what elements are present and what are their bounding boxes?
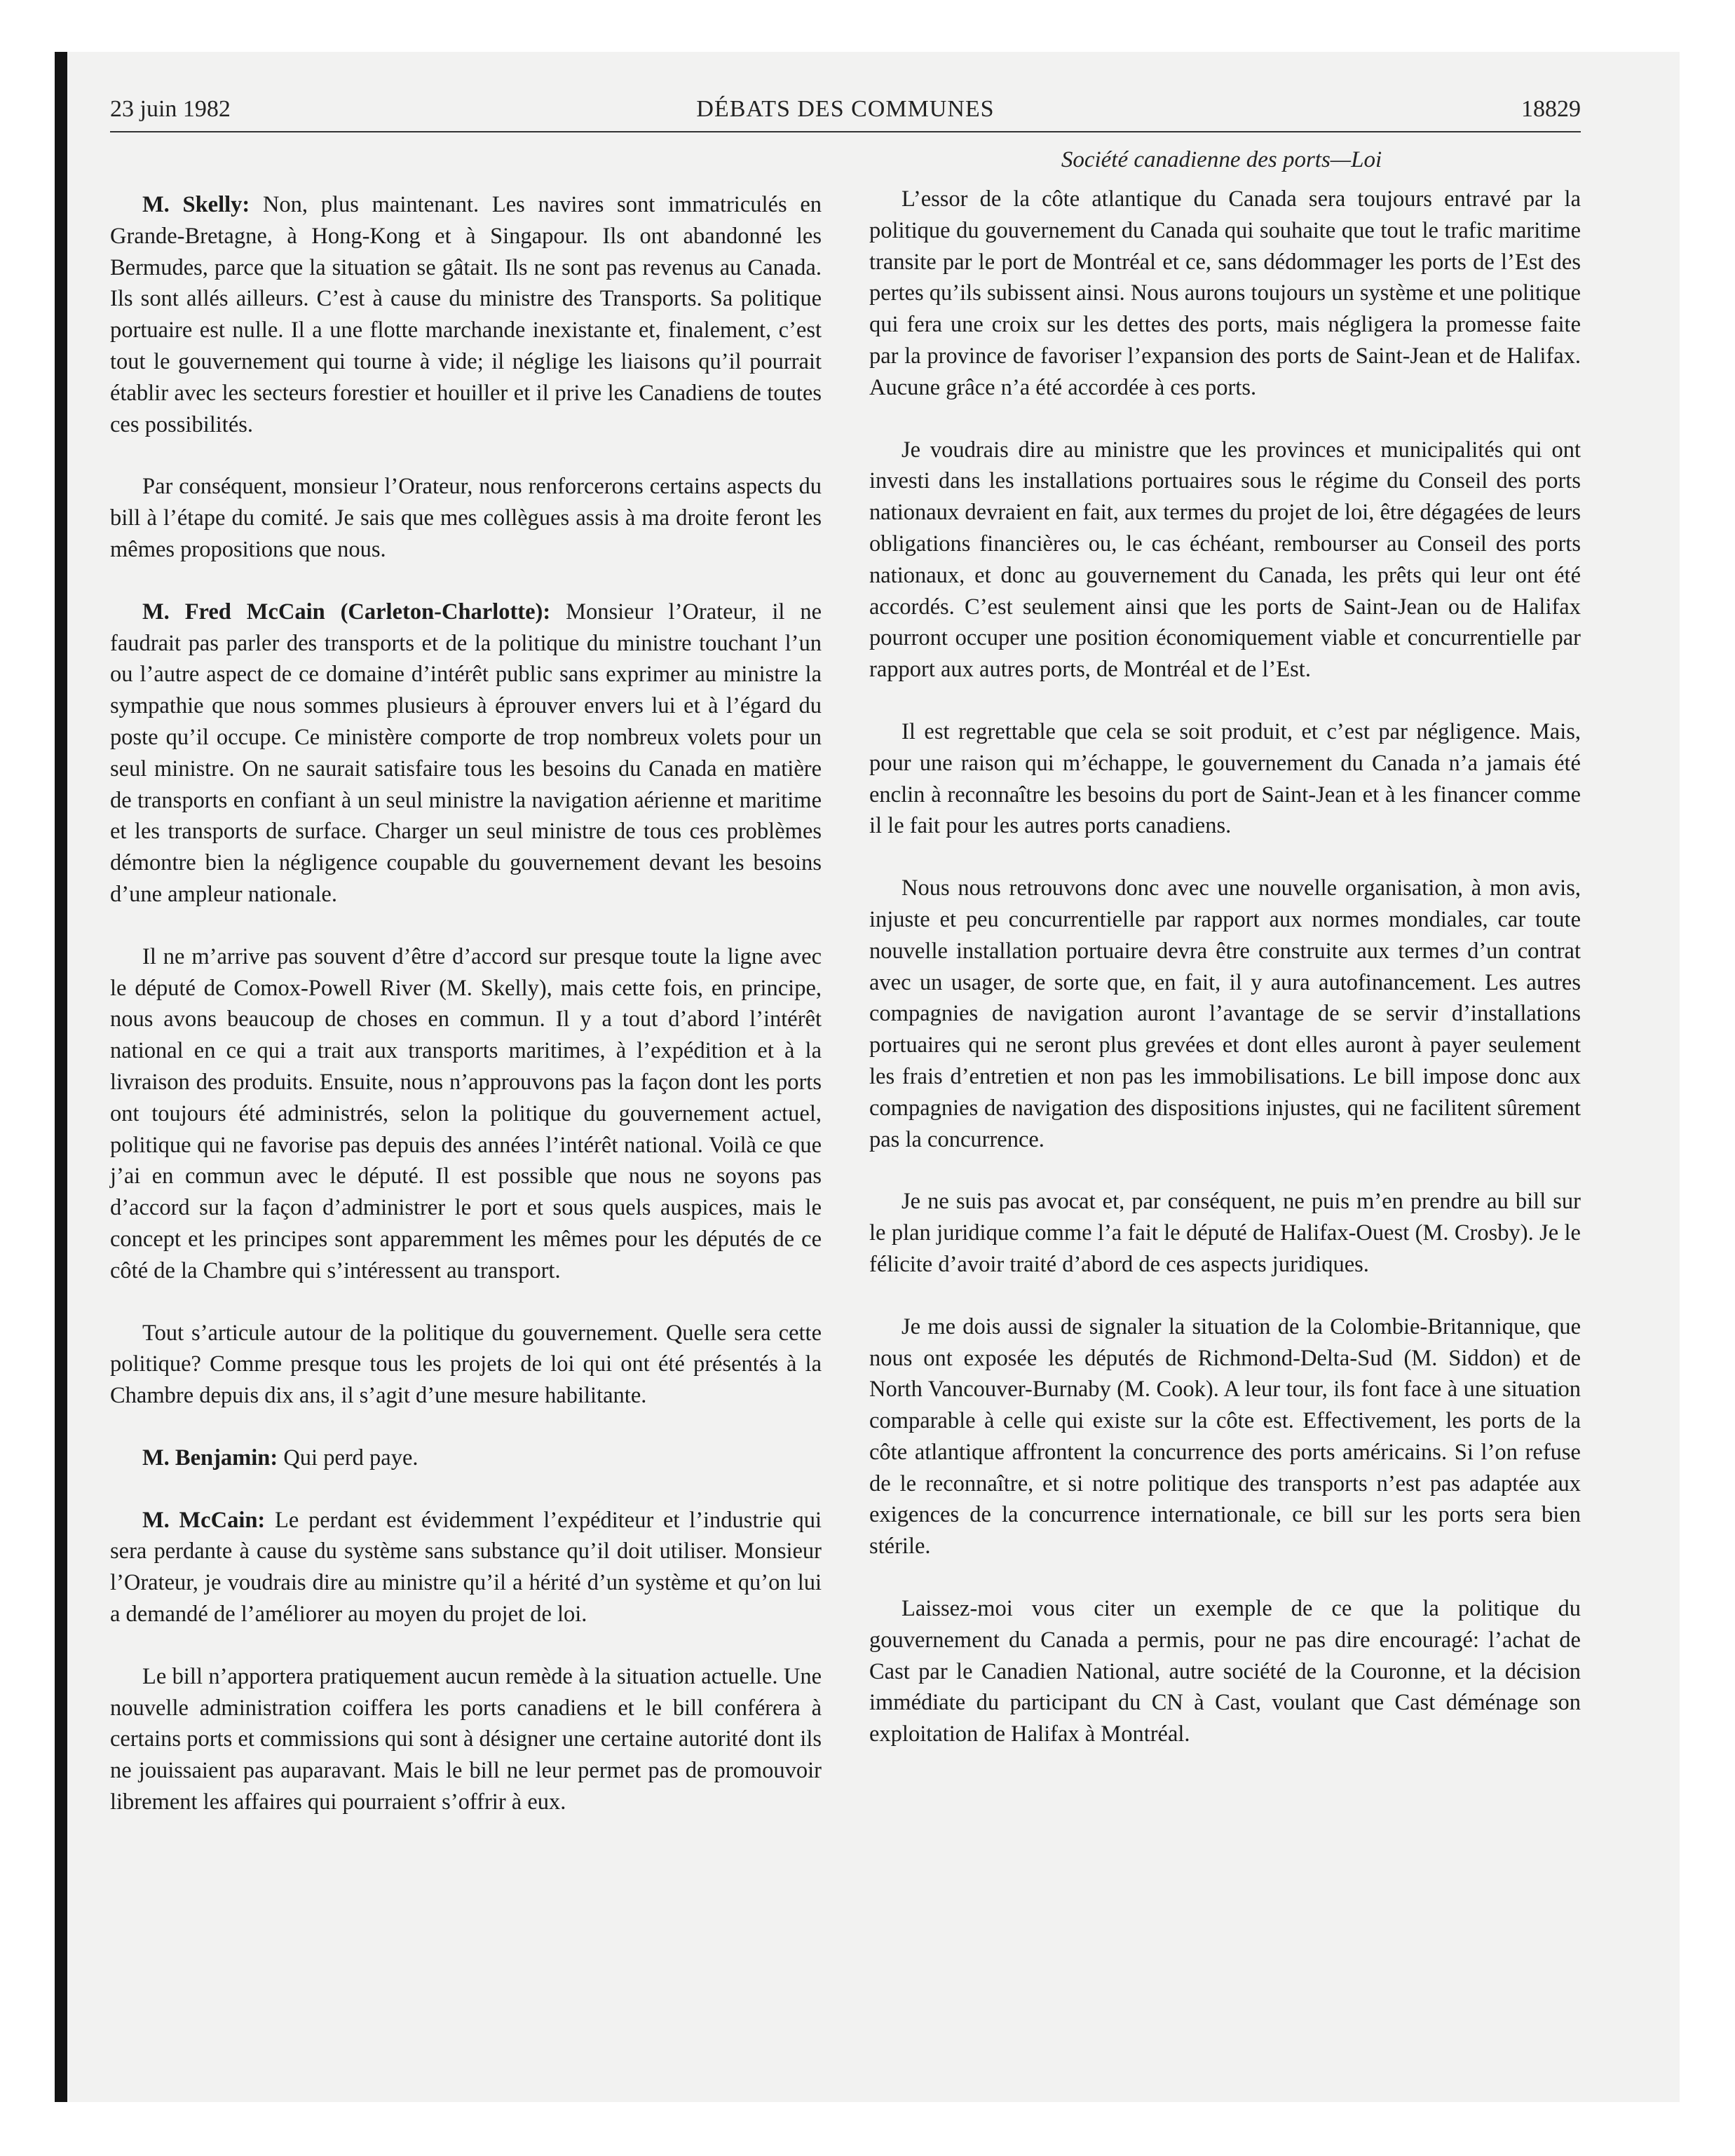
paragraph-text: Qui perd paye.: [283, 1445, 419, 1471]
paragraph: [869, 1186, 1581, 1280]
paragraph-text: Je me dois aussi de signaler la situation de la Colombie-Britannique, que nous ont exposée les députés de Richmond-Delta-Sud (M. Siddon) et de North Vancouver-Burnaby (M. Cook). A leur tour, ils font face à une situation comparable à celle qui existe sur la côte est. Effectivement, les ports de la côte atlantique affrontent la concurrence des ports américains. Si l’on refuse de le reconnaître, et si notre politique des transports n’est pas adaptée aux exigences de la concurrence internationale, ce bill sur les ports sera bien stérile.: [869, 1314, 1581, 1560]
paragraph-text: Le bill n’apportera pratiquement aucun remède à la situation actuelle. Une nouvelle administration coiffera les ports canadiens et le bill conférera à certains ports et commissions qui sont à désigner une certaine autorité dont ils ne jouissaient pas auparavant. Mais le bill ne leur permet pas de promouvoir librement les affaires qui pourraient s’offrir à eux.: [110, 1663, 822, 1815]
speaker-name: M. Fred McCain (Carleton-Charlotte):: [142, 599, 551, 625]
paragraph-text: Il est regrettable que cela se soit produit, et c’est par négligence. Mais, pour une raison qui m’échappe, le gouvernement du Canada n’a jamais été enclin à reconnaître les besoins du port de Saint-Jean et à les financer comme il le fait pour les autres ports canadiens.: [869, 718, 1581, 839]
paragraph: [869, 184, 1581, 404]
paragraph: [110, 1661, 822, 1818]
header-title: DÉBATS DES COMMUNES: [696, 96, 995, 122]
paragraph-text: Il ne m’arrive pas souvent d’être d’accord sur presque toute la ligne avec le député de Comox-Powell River (M. Skelly), mais cette fois, en principe, nous avons beaucoup de choses en commun. Il y a tout d’abord l’intérêt national en ce qui a trait aux transports maritimes, à l’expédition et à la livraison des produits. Ensuite, nous n’approuvons pas la façon dont les ports ont toujours été administrés, selon la politique du gouvernement actuel, politique qui ne favorise pas depuis des années l’intérêt national. Voilà ce que j’ai en commun avec le député. Il est possible que nous ne soyons pas d’accord sur la façon d’administrer le port et sous quels auspices, mais le concept et les principes sont apparemment les mêmes pour les députés de ce côté de la Chambre qui s’intéressent au transport.: [110, 943, 822, 1283]
paragraph-text: Je voudrais dire au ministre que les provinces et municipalités qui ont investi dans les installations portuaires sous le régime du Conseil des ports nationaux devraient en fait, aux termes du projet de loi, être dégagées de leurs obligations financières ou, le cas échéant, rembourser au Conseil des ports nationaux, et donc au gouvernement du Canada, les prêts qui leur ont été accordés. C’est seulement ainsi que les ports de Saint-Jean ou de Halifax pourront occuper une position économiquement viable et concurrentielle par rapport aux autres ports, de Montréal et de l’Est.: [869, 437, 1581, 683]
paragraph: [869, 716, 1581, 842]
paragraph: [869, 873, 1581, 1155]
paragraph-text: L’essor de la côte atlantique du Canada sera toujours entravé par la politique du gouvernement du Canada qui souhaite que tout le trafic maritime transite par le port de Montréal et ce, sans dédommager les ports de l’Est des pertes qu’ils subissent ainsi. Nous aurons toujours un système et une politique qui fera une croix sur les dettes des ports, mais négligera la promesse faite par la province de favoriser l’expansion des ports de Saint-Jean et de Halifax. Aucune grâce n’a été accordée à ces ports.: [869, 186, 1581, 400]
paragraph: [110, 1505, 822, 1630]
paragraph: [869, 1311, 1581, 1562]
header-page-number: 18829: [1521, 96, 1581, 122]
paragraph: [869, 1593, 1581, 1750]
page-header: [110, 92, 1581, 132]
paragraph: [110, 1442, 822, 1474]
paragraph-text: Non, plus maintenant. Les navires sont immatriculés en Grande-Bretagne, à Hong-Kong et à Singapour. Ils ont abandonné les Bermudes, parce que la situation se gâtait. Ils ne sont pas revenus au Canada. Ils sont allés ailleurs. C’est à cause du ministre des Transports. Sa politique portuaire est nulle. Il a une flotte marchande inexistante et, finalement, c’est tout le gouvernement qui tourne à vide; il néglige les liaisons qu’il pourrait établir avec les secteurs forestier et houiller et il prive les Canadiens de toutes ces possibilités.: [110, 192, 822, 437]
right-column: [869, 184, 1581, 1781]
paragraph: [869, 435, 1581, 685]
paragraph: [110, 1318, 822, 1412]
speaker-name: M. Benjamin:: [142, 1445, 278, 1471]
paragraph-text: Je ne suis pas avocat et, par conséquent, ne puis m’en prendre au bill sur le plan juridique comme l’a fait le député de Halifax-Ouest (M. Crosby). Je le félicite d’avoir traité d’abord de ces aspects juridiques.: [869, 1189, 1581, 1277]
paragraph: [110, 189, 822, 440]
left-column: [110, 189, 822, 1849]
paragraph-text: Par conséquent, monsieur l’Orateur, nous renforcerons certains aspects du bill à l’étape du comité. Je sais que mes collègues assis à ma droite feront les mêmes propositions que nous.: [110, 474, 822, 562]
speaker-name: M. McCain:: [142, 1507, 266, 1533]
binding-edge: [55, 52, 67, 2102]
paragraph-text: Le perdant est évidemment l’expéditeur et l’industrie qui sera perdante à cause du système sans substance qu’il doit utiliser. Monsieur l’Orateur, je voudrais dire au ministre qu’il a hérité d’un système et qu’on lui a demandé de l’améliorer au moyen du projet de loi.: [110, 1507, 822, 1628]
paragraph: [110, 596, 822, 910]
paragraph-text: Nous nous retrouvons donc avec une nouvelle organisation, à mon avis, injuste et peu concurrentielle par rapport aux normes mondiales, car toute nouvelle installation portuaire devra être construite aux termes d’un contrat avec un usager, de sorte que, en fait, il y aura autofinancement. Les autres compagnies de navigation auront l’avantage de se servir d’installations portuaires qui ne seront plus grevées et dont elles auront à payer seulement les frais d’entretien et non pas les immobilisations. Le bill impose donc aux compagnies de navigation des dispositions injustes, qui ne facilitent sûrement pas la concurrence.: [869, 875, 1581, 1152]
paragraph-text: Laissez-moi vous citer un exemple de ce que la politique du gouvernement du Canada a permis, pour ne pas dire encouragé: l’achat de Cast par le Canadien National, autre société de la Couronne, et la décision immédiate du participant du CN à Cast, voulant que Cast déménage son exploitation de Halifax à Montréal.: [869, 1596, 1581, 1747]
paragraph: [110, 941, 822, 1287]
paragraph-text: Tout s’articule autour de la politique du gouvernement. Quelle sera cette politique? Comme presque tous les projets de loi qui ont été présentés à la Chambre depuis dix ans, il s’agit d’une mesure habilitante.: [110, 1320, 822, 1409]
paragraph-text: Monsieur l’Orateur, il ne faudrait pas parler des transports et de la politique du ministre touchant l’un ou l’autre aspect de ce domaine d’intérêt public sans exprimer au ministre la sympathie que nous sommes plusieurs à éprouver envers lui et à l’égard du poste qu’il occupe. Ce ministère comporte de trop nombreux volets pour un seul ministre. On ne saurait satisfaire tous les besoins du Canada en matière de transports en confiant à un seul ministre la navigation aérienne et maritime et les transports de surface. Charger un seul ministre de tous ces problèmes démontre bien la négligence coupable du gouvernement devant les besoins d’une ampleur nationale.: [110, 599, 822, 907]
header-date: 23 juin 1982: [110, 96, 231, 122]
paragraph: [110, 471, 822, 565]
running-head: Société canadienne des ports—Loi: [1061, 147, 1382, 172]
speaker-name: M. Skelly:: [142, 192, 250, 217]
